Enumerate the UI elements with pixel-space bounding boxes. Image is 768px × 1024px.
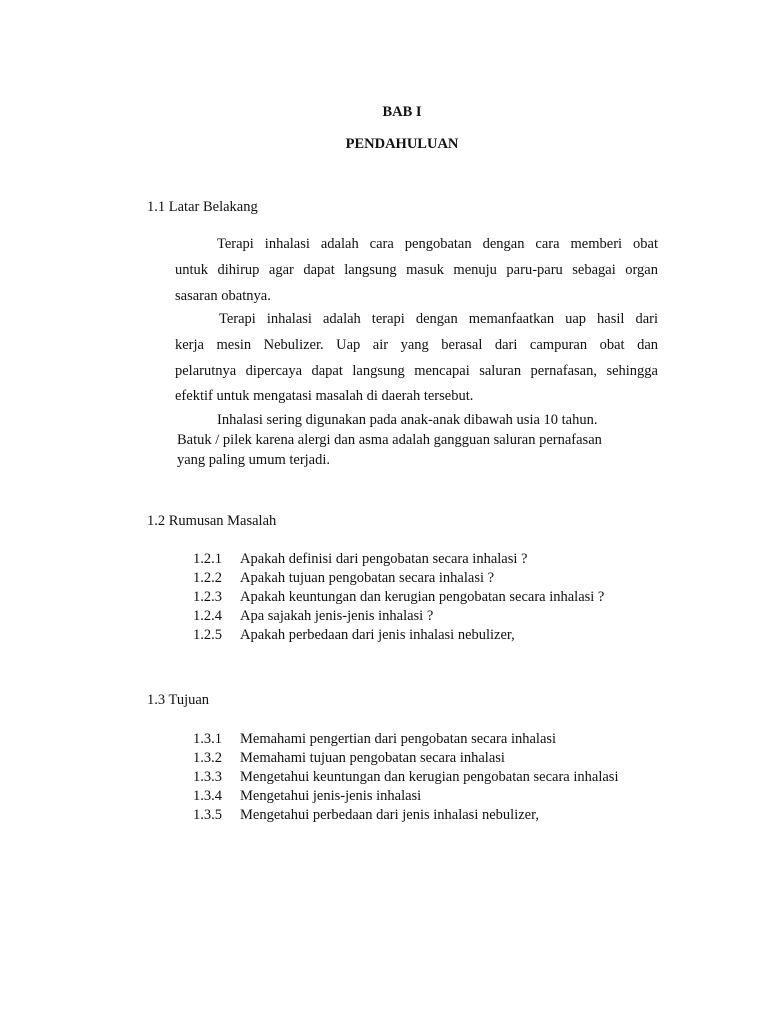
section-heading-latar-belakang: 1.1 Latar Belakang [147,199,258,215]
problem-list [193,550,604,645]
list-item-number: 1.3.2 [193,750,222,766]
objective-list [193,730,618,825]
list-item-number: 1.2.4 [193,608,222,624]
paragraph-line: efektif untuk mengatasi masalah di daerah tersebut. [175,388,474,404]
paragraph-line: Inhalasi sering digunakan pada anak-anak dibawah usia 10 tahun. [217,412,598,428]
paragraph-line: Batuk / pilek karena alergi dan asma adalah gangguan saluran pernafasan [177,432,602,448]
list-item [193,588,604,607]
list-item-text: Apakah tujuan pengobatan secara inhalasi ? [240,570,495,586]
list-item-number: 1.3.5 [193,807,222,823]
list-item-text: Apa sajakah jenis-jenis inhalasi ? [240,608,434,624]
list-item-number: 1.2.3 [193,589,222,605]
list-item-number: 1.2.2 [193,570,222,586]
list-item-text: Mengetahui jenis-jenis inhalasi [240,788,422,804]
list-item [193,626,604,645]
paragraph-line: yang paling umum terjadi. [177,452,331,468]
list-item-text: Apakah keuntungan dan kerugian pengobatan secara inhalasi ? [240,589,605,605]
chapter-number: BAB I [382,104,422,120]
list-item-text: Mengetahui perbedaan dari jenis inhalasi nebulizer, [240,807,539,823]
list-item-text: Memahami pengertian dari pengobatan secara inhalasi [240,731,557,747]
list-item-text: Apakah definisi dari pengobatan secara inhalasi ? [240,551,528,567]
list-item-number: 1.3.3 [193,769,222,785]
list-item [193,730,618,749]
paragraph-line: pelarutnya dipercaya dapat langsung mencapai saluran pernafasan, sehingga [175,363,658,379]
list-item [193,749,618,768]
list-item-text: Apakah perbedaan dari jenis inhalasi nebulizer, [240,627,515,643]
paragraph-line: Terapi inhalasi adalah terapi dengan memanfaatkan uap hasil dari [219,311,658,327]
paragraph-line: Terapi inhalasi adalah cara pengobatan dengan cara memberi obat [217,236,658,252]
list-item-number: 1.2.1 [193,551,222,567]
paragraph-line: sasaran obatnya. [175,288,271,304]
list-item [193,768,618,787]
list-item-text: Mengetahui keuntungan dan kerugian pengobatan secara inhalasi [240,769,619,785]
paragraph-line: untuk dihirup agar dapat langsung masuk menuju paru-paru sebagai organ [175,262,658,278]
list-item [193,550,604,569]
list-item [193,787,618,806]
list-item-number: 1.3.4 [193,788,222,804]
section-heading-tujuan: 1.3 Tujuan [147,692,210,708]
list-item-number: 1.2.5 [193,627,222,643]
list-item-number: 1.3.1 [193,731,222,747]
list-item-text: Memahami tujuan pengobatan secara inhalasi [240,750,505,766]
paragraph-line: kerja mesin Nebulizer. Uap air yang berasal dari campuran obat dan [175,337,658,353]
section-heading-rumusan-masalah: 1.2 Rumusan Masalah [147,513,277,529]
list-item [193,607,604,626]
list-item [193,806,618,825]
list-item [193,569,604,588]
chapter-title: PENDAHULUAN [345,136,459,152]
